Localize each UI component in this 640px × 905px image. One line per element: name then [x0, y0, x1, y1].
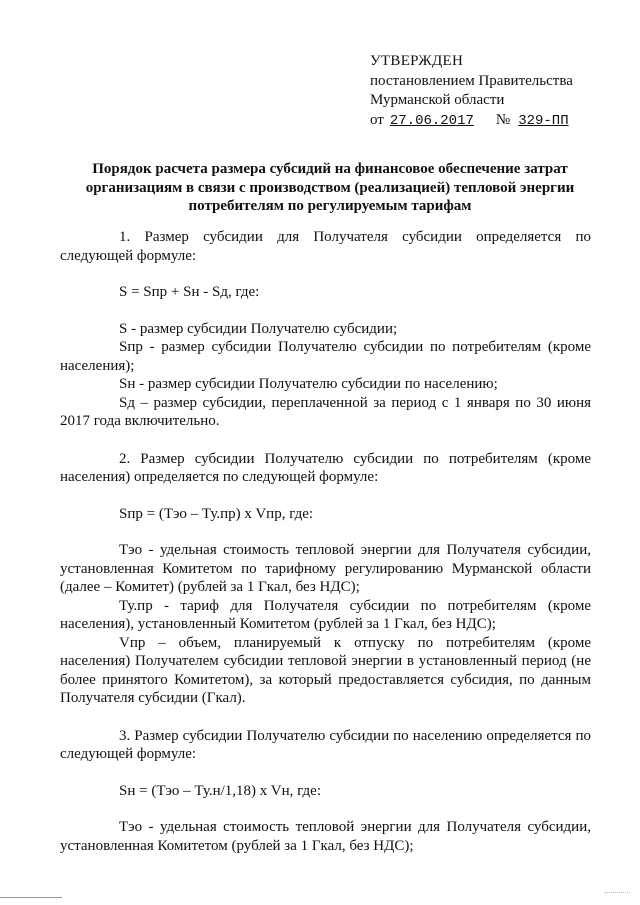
scan-artifact	[604, 892, 630, 897]
definition-sn: Sн - размер субсидии Получателю субсидии по населению;	[119, 376, 498, 392]
definition-tupr: Ту.пр - тариф для Получателя субсидии по потребителям (кроме населения), установленный Комитетом (рублей за 1 Гкал, без НДС);	[60, 597, 591, 632]
definition-teo: Тэо - удельная стоимость тепловой энергии для Получателя субсидии, установленная Комитетом по тарифному регулированию Мурманской области (далее – Комитет) (рублей за 1 Гкал, без НДС);	[60, 542, 591, 595]
formula-2: Sпр = (Тэо – Ту.пр) x Vпр, где:	[119, 505, 314, 522]
definition-sd: Sд – размер субсидии, переплаченной за период с 1 января по 30 июня 2017 года включительно.	[60, 394, 591, 429]
definition-spr: Sпр - размер субсидии Получателю субсидии по потребителям (кроме населения);	[60, 339, 591, 374]
approval-number: 329-ПП	[518, 112, 569, 129]
definition-vpr: Vпр – объем, планируемый к отпуску по потребителям (кроме населения) Получателем субсидии тепловой энергии в установленный период (не более принятого Комитетом), за который предоставляется субсидия, по данным Получателя субсидии (Гкал).	[60, 634, 591, 706]
paragraph-2: 2. Размер субсидии Получателю субсидии по потребителям (кроме населения) определяется по следующей формуле:	[60, 450, 591, 485]
approval-block	[370, 52, 573, 131]
footer-divider	[0, 897, 62, 898]
formula-3: Sн = (Тэо – Ту.н/1,18) x Vн, где:	[119, 782, 321, 799]
approval-line-1: постановлением Правительства	[370, 72, 573, 89]
paragraph-1: 1. Размер субсидии для Получателя субсидии определяется по следующей формуле:	[60, 229, 591, 264]
approval-date-line	[370, 111, 573, 132]
formula-1: S = Sпр + Sн - Sд, где:	[119, 284, 260, 300]
definition-teo-2: Тэо - удельная стоимость тепловой энергии для Получателя субсидии, установленная Комитетом (рублей за 1 Гкал, без НДС);	[60, 819, 591, 854]
definition-s: S - размер субсидии Получателю субсидии;	[119, 320, 398, 337]
approval-line-2: Мурманской области	[370, 92, 505, 108]
approval-heading: УТВЕРЖДЕН	[370, 53, 464, 69]
document-title: Порядок расчета размера субсидий на финансовое обеспечение затрат организациям в связи с производством (реализацией) тепловой энергии потребителям по регулируемым тарифам	[85, 161, 575, 214]
paragraph-3: 3. Размер субсидии Получателю субсидии по населению определяется по следующей формуле:	[60, 727, 591, 762]
from-label: от	[370, 111, 384, 128]
document-body	[60, 228, 591, 855]
number-label: №	[495, 111, 511, 128]
approval-date: 27.06.2017	[389, 112, 474, 129]
